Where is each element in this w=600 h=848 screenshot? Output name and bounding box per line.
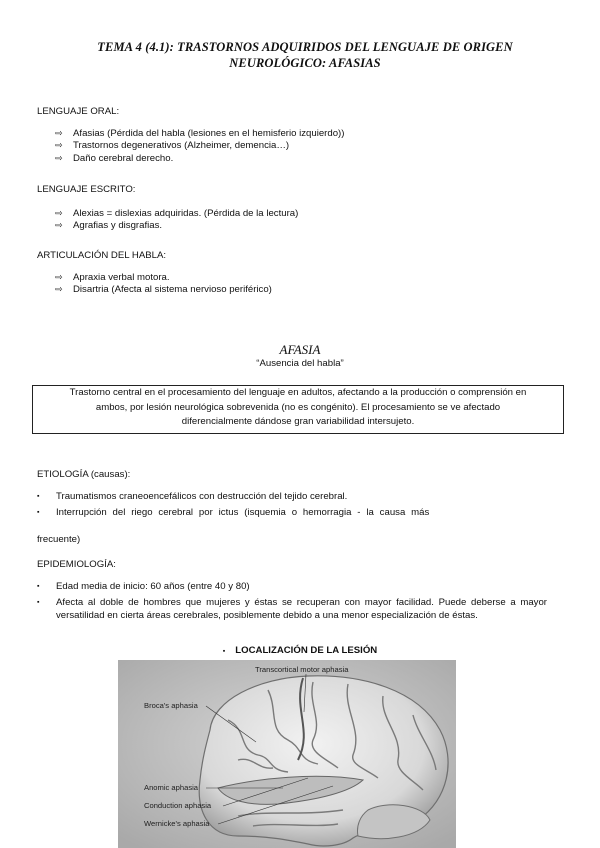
epidemiologia-list: [37, 580, 547, 623]
arrow-icon: ⇨: [55, 129, 63, 139]
oral-list: [55, 128, 344, 165]
label-conduction: Conduction aphasia: [144, 801, 212, 810]
arrow-icon: ⇨: [55, 221, 63, 232]
section-heading-escrito: LENGUAJE ESCRITO:: [37, 184, 136, 195]
list-item: ⇨ Alexias = dislexias adquiridas. (Pérdida de la lectura): [55, 208, 299, 219]
list-item: ▪ Edad media de inicio: 60 años (entre 40 y 80): [37, 581, 250, 592]
title-line-2: NEUROLÓGICO: AFASIAS: [229, 56, 381, 70]
list-item: ⇨ Daño cerebral derecho.: [55, 152, 174, 164]
label-transcortical: Transcortical motor aphasia: [255, 665, 349, 674]
etiologia-list: [37, 489, 429, 521]
articulacion-list: [55, 272, 272, 297]
bullet-icon: ▪: [37, 583, 40, 590]
title-line-1: TEMA 4 (4.1): TRASTORNOS ADQUIRIDOS DEL LENGUAJE DE ORIGEN: [97, 40, 513, 54]
brain-figure: [118, 660, 456, 848]
bullet-icon: ▪: [222, 648, 226, 655]
bullet-icon: ▪: [37, 599, 40, 607]
bullet-icon: ▪: [37, 509, 40, 516]
section-heading-etiologia: ETIOLOGÍA (causas):: [37, 469, 131, 480]
afasia-heading: AFASIA: [279, 342, 321, 357]
label-wernicke: Wernicke's aphasia: [144, 819, 210, 828]
section-heading-articulacion: ARTICULACIÓN DEL HABLA:: [37, 250, 167, 261]
definition-line: diferencialmente dándose gran variabilidad intersujeto.: [181, 416, 415, 428]
definition-box: [32, 385, 564, 434]
arrow-icon: ⇨: [55, 153, 63, 164]
document-title: [40, 39, 570, 71]
definition-line: Trastorno central en el procesamiento del lenguaje en adultos, afectando a la producción o comprensión en: [69, 387, 527, 398]
list-item: ⇨ Afasias (Pérdida del habla (lesiones en el hemisferio izquierdo)): [55, 128, 345, 139]
label-anomic: Anomic aphasia: [144, 783, 199, 792]
arrow-icon: ⇨: [55, 209, 63, 219]
list-item: ⇨ Apraxia verbal motora.: [55, 272, 170, 283]
list-item: ⇨ Trastornos degenerativos (Alzheimer, demencia…): [55, 140, 290, 152]
arrow-icon: ⇨: [55, 273, 63, 283]
list-item: ▪ Interrupción del riego cerebral por ictus (isquemia o hemorragia - la causa más: [37, 505, 429, 521]
brain-illustration: [118, 660, 456, 848]
arrow-icon: ⇨: [55, 285, 63, 296]
definition-line: ambos, por lesión neurológica sobrevenida (no es congénito). El procesamiento se ve afectado: [95, 401, 501, 413]
section-heading-epidemiologia: EPIDEMIOLOGÍA:: [37, 559, 116, 570]
figure-heading: ▪ LOCALIZACIÓN DE LA LESIÓN: [222, 645, 378, 656]
arrow-icon: ⇨: [55, 141, 63, 152]
list-item: ⇨ Agrafias y disgrafias.: [55, 220, 163, 232]
list-item: ▪ Traumatismos craneoencefálicos con destrucción del tejido cerebral.: [37, 489, 429, 505]
list-item: ▪ Afecta al doble de hombres que mujeres y éstas se recuperan con mayor facilidad. Puede deberse a mayor versatilidad en cierta áreas cerebrales, posiblemente debido a una menor especialización de éstas.: [37, 597, 547, 622]
label-broca: Broca's aphasia: [144, 701, 198, 710]
afasia-subtitle: “Ausencia del habla”: [256, 358, 344, 369]
list-item: ⇨ Disartria (Afecta al sistema nervioso periférico): [55, 284, 272, 296]
etiologia-continuation: frecuente): [37, 534, 81, 545]
bullet-icon: ▪: [37, 493, 40, 500]
section-heading-oral: LENGUAJE ORAL:: [37, 106, 120, 117]
escrito-list: [55, 208, 298, 233]
